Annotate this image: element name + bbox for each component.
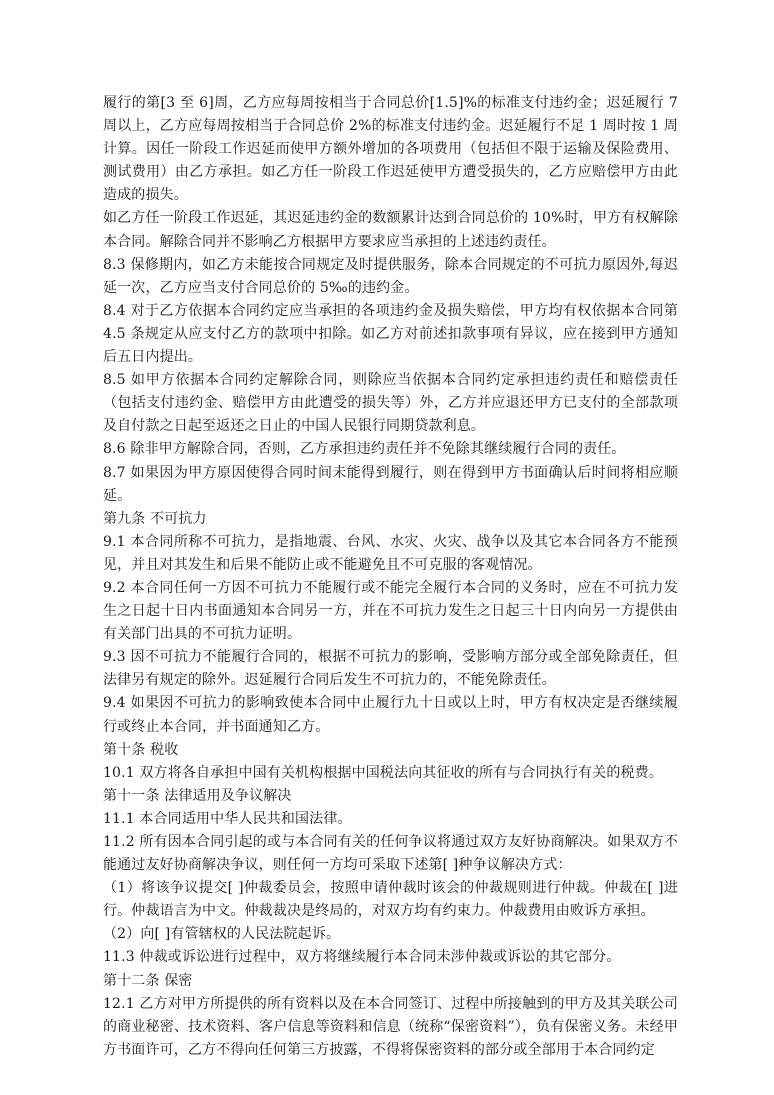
clause-9-4: 9.4 如果因不可抗力的影响致使本合同中止履行九十日或以上时，甲方有权决定是否继续履行或终止本合同，并书面通知乙方。 [103, 695, 678, 735]
clause-8-2-termination: 如乙方任一阶段工作迟延，其迟延违约金的数额累计达到合同总价的 10%时，甲方有权解除本合同。解除合同并不影响乙方根据甲方要求应当承担的上述违约责任。 [103, 210, 678, 250]
clause-11-3: 11.3 仲裁或诉讼进行过程中，双方将继续履行本合同未涉仲裁或诉讼的其它部分。 [103, 949, 621, 966]
clause-11-2-option-1: （1）将该争议提交[ ]仲裁委员会，按照申请仲裁时该会的仲裁规则进行仲裁。仲裁在[ ]进行。仲裁语言为中文。仲裁裁决是终局的，对双方均有约束力。仲裁费用由败诉方承担。 [103, 880, 678, 920]
clause-10-1: 10.1 双方将各自承担中国有关机构根据中国税法向其征收的所有与合同执行有关的税费。 [103, 764, 663, 781]
clause-8-4: 8.4 对于乙方依据本合同约定应当承担的各项违约金及损失赔偿，甲方均有权依据本合同第 4.5 条规定从应支付乙方的款项中扣除。如乙方对前述扣款事项有异议，应在接到甲方通知后五日内提出。 [103, 302, 678, 366]
clause-8-6: 8.6 除非甲方解除合同，否则，乙方承担违约责任并不免除其继续履行合同的责任。 [103, 441, 626, 458]
clause-12-1: 12.1 乙方对甲方所提供的所有资料以及在本合同签订、过程中所接触到的甲方及其关联公司的商业秘密、技术资料、客户信息等资料和信息（统称“保密资料”），负有保密义务。未经甲方书面许可，乙方不得向任何第三方披露，不得将保密资料的部分或全部用于本合同约定 [103, 995, 678, 1058]
clause-8-5: 8.5 如甲方依据本合同约定解除合同，则除应当依据本合同约定承担违约责任和赔偿责任（包括支付违约金、赔偿甲方由此遭受的损失等）外，乙方并应退还甲方已支付的全部款项及自付款之日起至返还之日止的中国人民银行同期贷款利息。 [103, 372, 678, 435]
article-11-heading: 第十一条 法律适用及争议解决 [103, 787, 292, 804]
clause-8-2-continued: 履行的第[3 至 6]周，乙方应每周按相当于合同总价[1.5]%的标准支付违约金；迟延履行 7 周以上，乙方应每周按相当于合同总价 2%的标准支付违约金。迟延履行不足 1 周时按 1 周计算。因任一阶段工作迟延而使甲方额外增加的各项费用（包括但不限于运输及保险费用、测试费用）由乙方承担。如乙方任一阶段工作迟延使甲方遭受损失的，乙方应赔偿甲方由此造成的损失。 [103, 95, 678, 204]
article-9-heading: 第九条 不可抗力 [103, 510, 207, 527]
article-12-heading: 第十二条 保密 [103, 972, 193, 989]
clause-11-2: 11.2 所有因本合同引起的或与本合同有关的任何争议将通过双方友好协商解决。如果双方不能通过友好协商解决争议，则任何一方均可采取下述第[ ]种争议解决方式： [103, 834, 678, 874]
clause-8-7: 8.7 如果因为甲方原因使得合同时间未能得到履行，则在得到甲方书面确认后时间将相应顺延。 [103, 464, 678, 504]
clause-9-2: 9.2 本合同任何一方因不可抗力不能履行或不能完全履行本合同的义务时，应在不可抗力发生之日起十日内书面通知本合同另一方，并在不可抗力发生之日起三十日内向另一方提供由有关部门出具的不可抗力证明。 [103, 579, 678, 643]
clause-8-3: 8.3 保修期内，如乙方未能按合同规定及时提供服务，除本合同规定的不可抗力原因外,每迟延一次，乙方应当支付合同总价的 5‰的违约金。 [103, 256, 678, 296]
clause-11-1: 11.1 本合同适用中华人民共和国法律。 [103, 810, 352, 827]
article-10-heading: 第十条 税收 [103, 741, 179, 758]
clause-9-1: 9.1 本合同所称不可抗力，是指地震、台风、水灾、火灾、战争以及其它本合同各方不能预见，并且对其发生和后果不能防止或不能避免且不可克服的客观情况。 [103, 533, 678, 573]
clause-9-3: 9.3 因不可抗力不能履行合同的，根据不可抗力的影响，受影响方部分或全部免除责任，但法律另有规定的除外。迟延履行合同后发生不可抗力的，不能免除责任。 [103, 649, 678, 689]
contract-page-body [103, 92, 678, 1062]
clause-11-2-option-2: （2）向[ ]有管辖权的人民法院起诉。 [103, 926, 341, 943]
